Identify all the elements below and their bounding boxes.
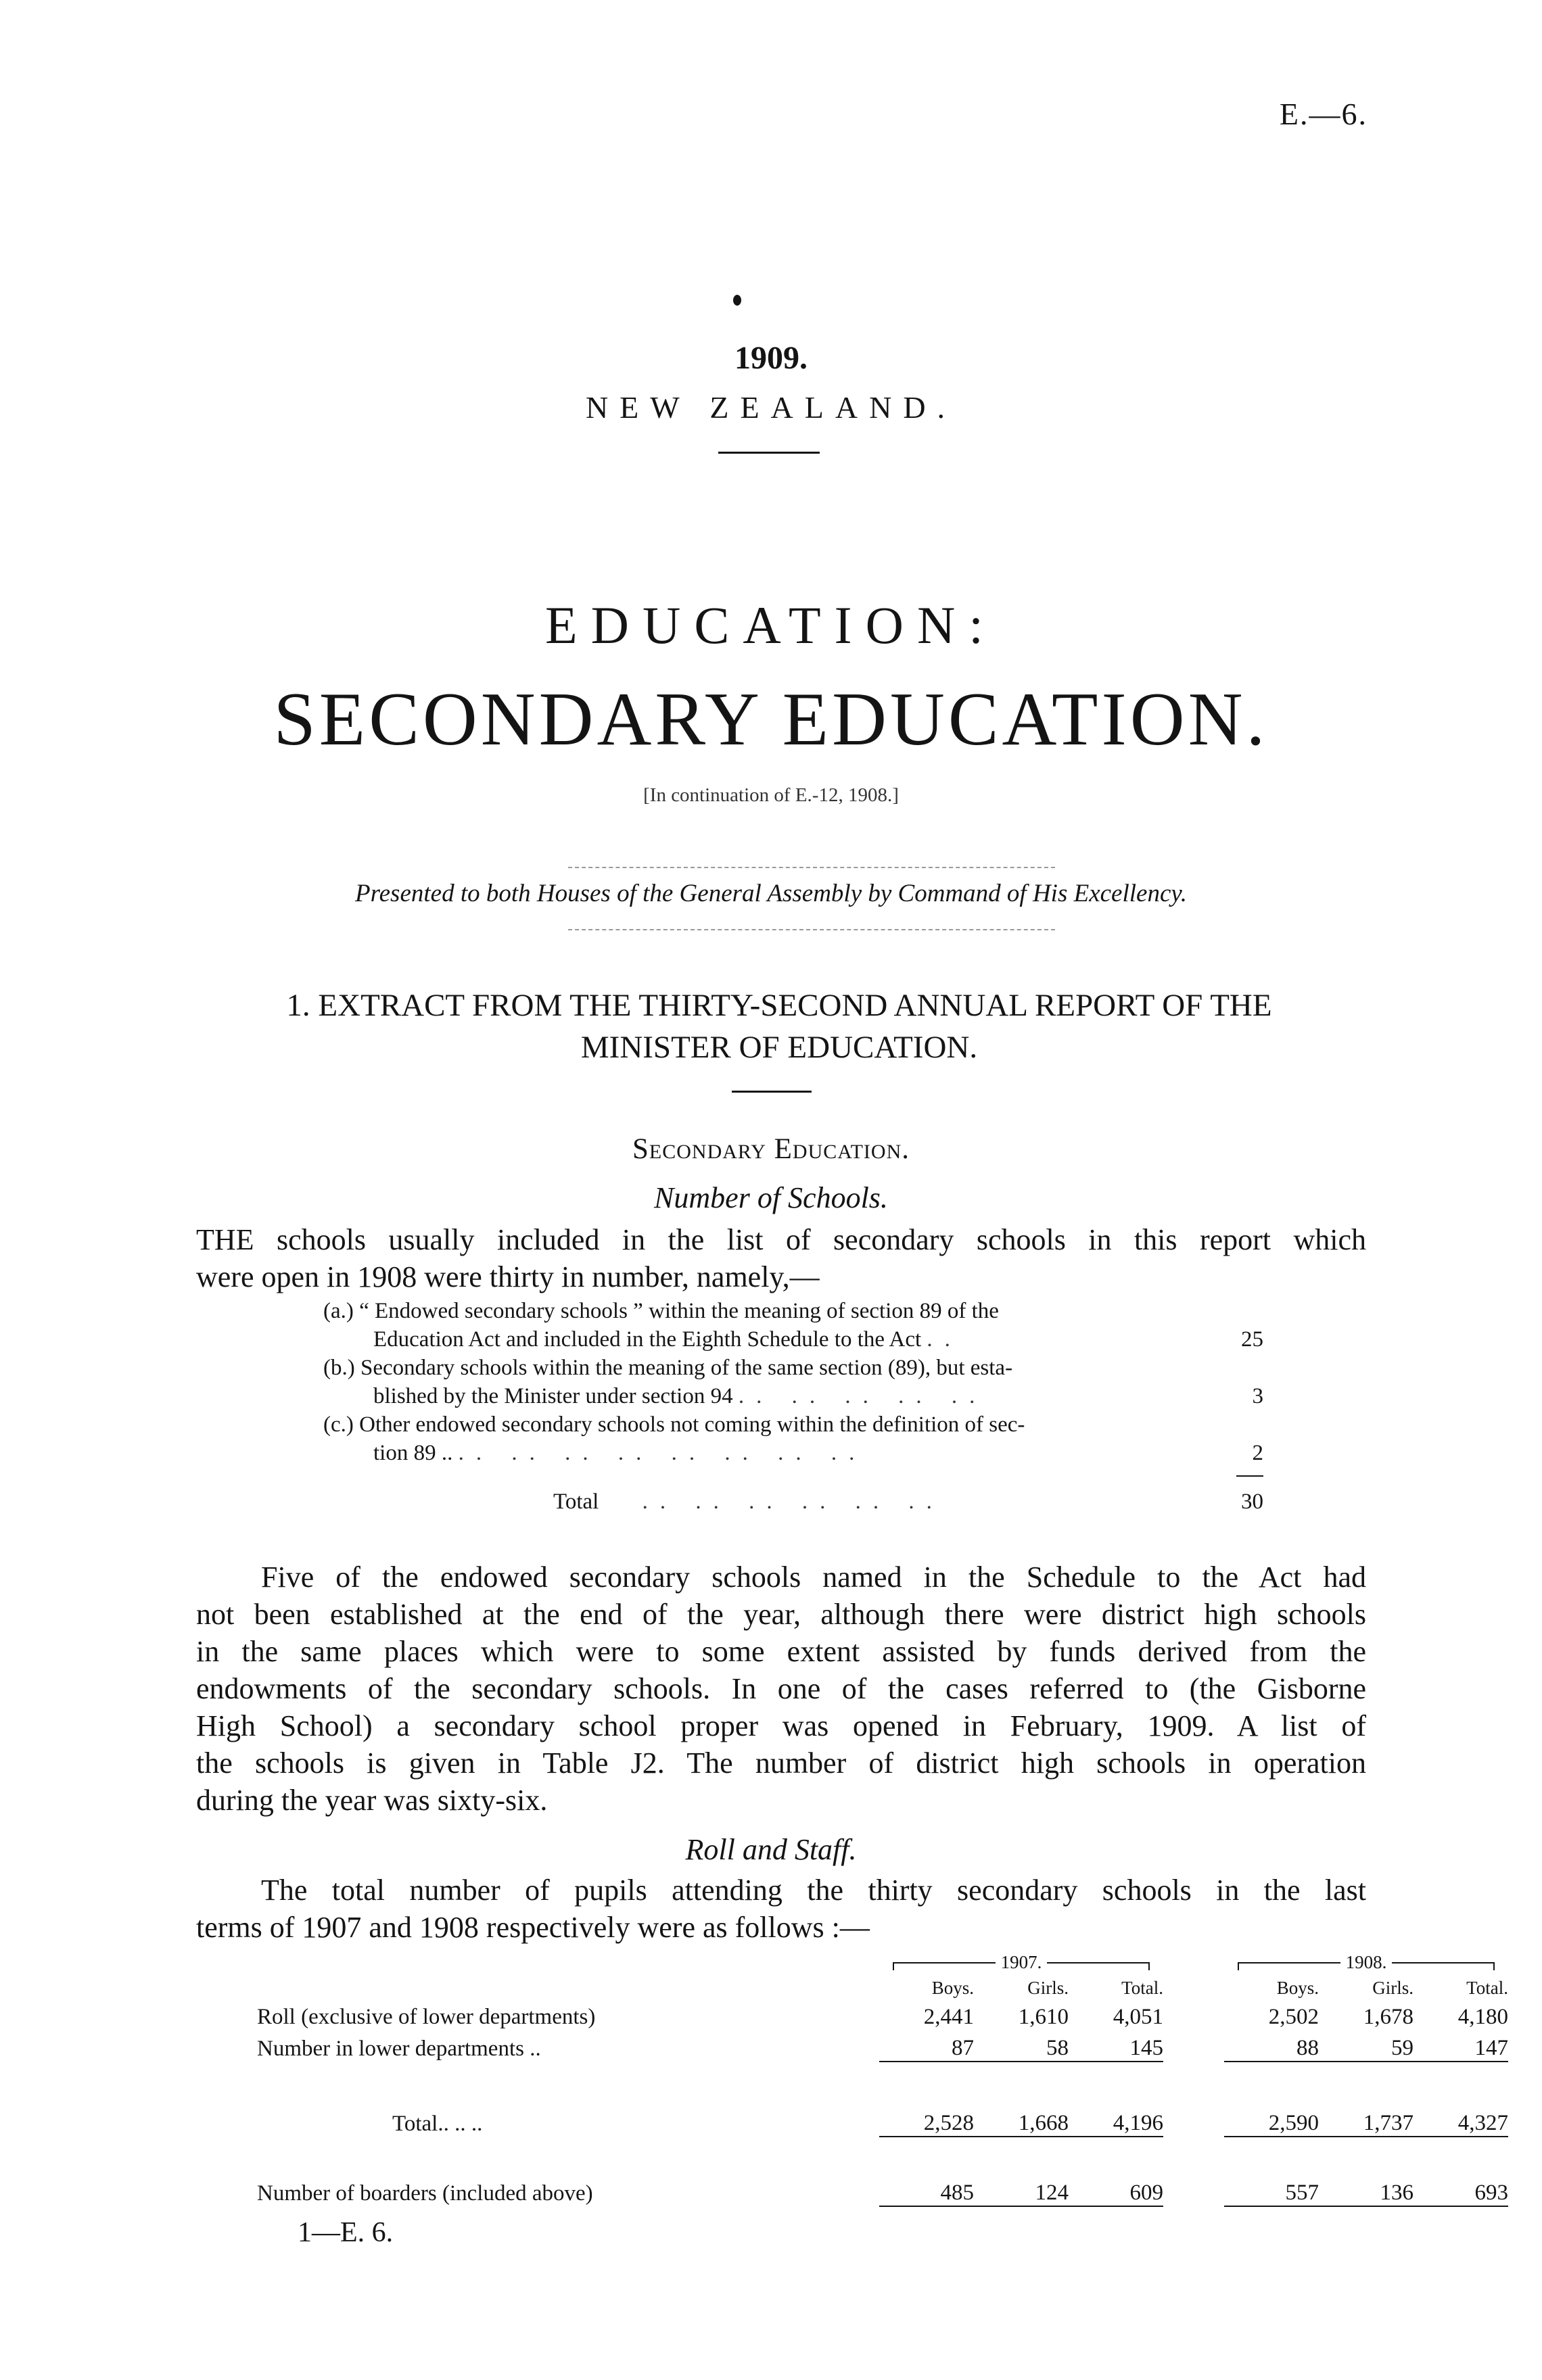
column-header: Boys. — [931, 1978, 974, 1998]
table-cell: 145 — [1129, 2036, 1163, 2060]
report-year: 1909. — [734, 340, 808, 376]
paragraph-line: were open in 1908 were thirty in number, namely,— — [196, 1260, 820, 1293]
list-item-text: (b.) Secondary schools within the meaning of the same section (89), but esta- — [323, 1356, 1013, 1380]
divider — [568, 929, 1055, 930]
table-cell: 4,180 — [1457, 2005, 1508, 2029]
leader-dots: .. .. .. .. .. — [738, 1384, 987, 1408]
table-cell: 693 — [1474, 2181, 1508, 2205]
table-row — [257, 2030, 1508, 2062]
column-header: Girls. — [1372, 1978, 1414, 1998]
row-label: Number in lower departments .. — [257, 2037, 541, 2061]
column-header: Boys. — [1276, 1978, 1319, 1998]
list-item-text: Education Act and included in the Eighth Schedule to the Act — [373, 1327, 922, 1352]
paragraph-line: High School) a secondary school proper was opened in February, 1909. A list of — [196, 1709, 1366, 1742]
table-cell: 1,668 — [1018, 2111, 1069, 2135]
page-reference: E.—6. — [1279, 97, 1368, 131]
table-cell: 2,502 — [1268, 2005, 1319, 2029]
table-cell: 147 — [1474, 2036, 1508, 2060]
paragraph-schedule-cont — [196, 1596, 1366, 1819]
section-heading-line: 1. EXTRACT FROM THE THIRTY-SECOND ANNUAL REPORT OF THE — [286, 988, 1272, 1023]
paragraph-roll — [196, 1872, 1366, 1909]
report-title: EDUCATION: — [545, 596, 997, 654]
table-cell: 4,196 — [1113, 2111, 1163, 2135]
year-header-1908: 1908. — [1224, 1947, 1508, 1973]
table-cell: 1,737 — [1363, 2111, 1414, 2135]
table-cell: 87 — [952, 2036, 974, 2060]
presented-line: Presented to both Houses of the General Assembly by Command of His Excellency. — [355, 880, 1187, 907]
list-item-text: tion 89 .. — [373, 1441, 453, 1465]
schools-list — [323, 1297, 1263, 1528]
table-cell: 609 — [1129, 2181, 1163, 2205]
divider — [568, 867, 1055, 868]
paragraph-roll-cont — [196, 1909, 1366, 1946]
table-cell: 2,441 — [923, 2005, 974, 2029]
table-cell: 2,590 — [1268, 2111, 1319, 2135]
divider — [732, 1091, 812, 1093]
sum-rule — [1236, 1475, 1263, 1477]
table-row — [257, 1999, 1508, 2030]
column-header: Girls. — [1027, 1978, 1069, 1998]
list-item-value: 3 — [1252, 1384, 1263, 1408]
paragraph-line: terms of 1907 and 1908 respectively were as follows :— — [196, 1911, 870, 1944]
table-cell: 1,678 — [1363, 2005, 1414, 2029]
table-row — [257, 2093, 1508, 2137]
roll-table — [257, 1947, 1508, 2238]
row-label: Total.. .. .. — [392, 2112, 483, 2136]
paragraph-line: THE schools usually included in the list of secondary schools in this report which — [196, 1223, 1366, 1256]
table-cell: 4,051 — [1113, 2005, 1163, 2029]
column-header: Total. — [1466, 1978, 1508, 1998]
table-cell: 124 — [1035, 2181, 1069, 2205]
total-label: Total — [553, 1490, 599, 1514]
section-heading — [191, 984, 1368, 1068]
table-cell: 59 — [1391, 2036, 1414, 2060]
list-item-value: 2 — [1252, 1441, 1263, 1465]
list-item-text: (c.) Other endowed secondary schools not coming within the definition of sec- — [323, 1412, 1025, 1437]
list-item-text: (a.) “ Endowed secondary schools ” within the meaning of section 89 of the — [323, 1299, 999, 1323]
roll-heading: Roll and Staff. — [685, 1833, 857, 1866]
paragraph-line: not been established at the end of the year, although there were district high schools — [196, 1598, 1366, 1631]
table-cell: 88 — [1296, 2036, 1319, 2060]
table-cell: 4,327 — [1457, 2111, 1508, 2135]
row-label: Roll (exclusive of lower departments) — [257, 2005, 596, 2029]
continuation-note: [In continuation of E.-12, 1908.] — [643, 784, 899, 806]
table-row — [257, 2168, 1508, 2206]
paragraph-line: in the same places which were to some extent assisted by funds derived from the — [196, 1635, 1366, 1668]
paragraph-line: during the year was sixty-six. — [196, 1784, 548, 1817]
bullet-mark — [733, 295, 741, 306]
leader-dots: .. .. .. .. .. .. .. .. — [458, 1441, 867, 1465]
country-name: NEW ZEALAND. — [585, 390, 957, 425]
section-heading-line: MINISTER OF EDUCATION. — [580, 1030, 978, 1065]
intro-paragraph — [196, 1221, 1366, 1295]
paragraph-line: the schools is given in Table J2. The number of district high schools in operation — [196, 1746, 1366, 1780]
table-cell: 557 — [1285, 2181, 1319, 2205]
column-header: Total. — [1121, 1978, 1163, 1998]
table-cell: 58 — [1046, 2036, 1069, 2060]
paragraph-line: The total number of pupils attending the thirty secondary schools in the last — [261, 1874, 1366, 1907]
paragraph-line: Five of the endowed secondary schools named in the Schedule to the Act had — [261, 1561, 1366, 1594]
row-label: Number of boarders (included above) — [257, 2181, 593, 2206]
list-item-value: 25 — [1241, 1327, 1263, 1352]
year-header-1907: 1907. — [879, 1947, 1163, 1973]
list-item — [323, 1297, 1263, 1354]
list-item-text: blished by the Minister under section 94 — [373, 1384, 733, 1408]
paragraph-schedule — [196, 1558, 1366, 1596]
paragraph-line: endowments of the secondary schools. In one of the cases referred to (the Gisborne — [196, 1672, 1366, 1705]
leader-dots: .. — [927, 1327, 962, 1352]
divider — [718, 452, 820, 454]
list-item — [323, 1354, 1263, 1410]
footer-signature: 1—E. 6. — [298, 2217, 394, 2248]
list-item — [323, 1410, 1263, 1467]
table-cell: 485 — [940, 2181, 974, 2205]
total-row — [323, 1488, 1263, 1528]
table-cell: 2,528 — [923, 2111, 974, 2135]
table-cell: 1,610 — [1018, 2005, 1069, 2029]
report-subtitle: SECONDARY EDUCATION. — [273, 677, 1269, 761]
sub-heading: Secondary Education. — [632, 1133, 910, 1165]
number-heading: Number of Schools. — [654, 1181, 888, 1214]
leader-dots: .. .. .. .. .. .. — [642, 1490, 944, 1514]
total-value: 30 — [1241, 1490, 1263, 1514]
table-cell: 136 — [1380, 2181, 1414, 2205]
